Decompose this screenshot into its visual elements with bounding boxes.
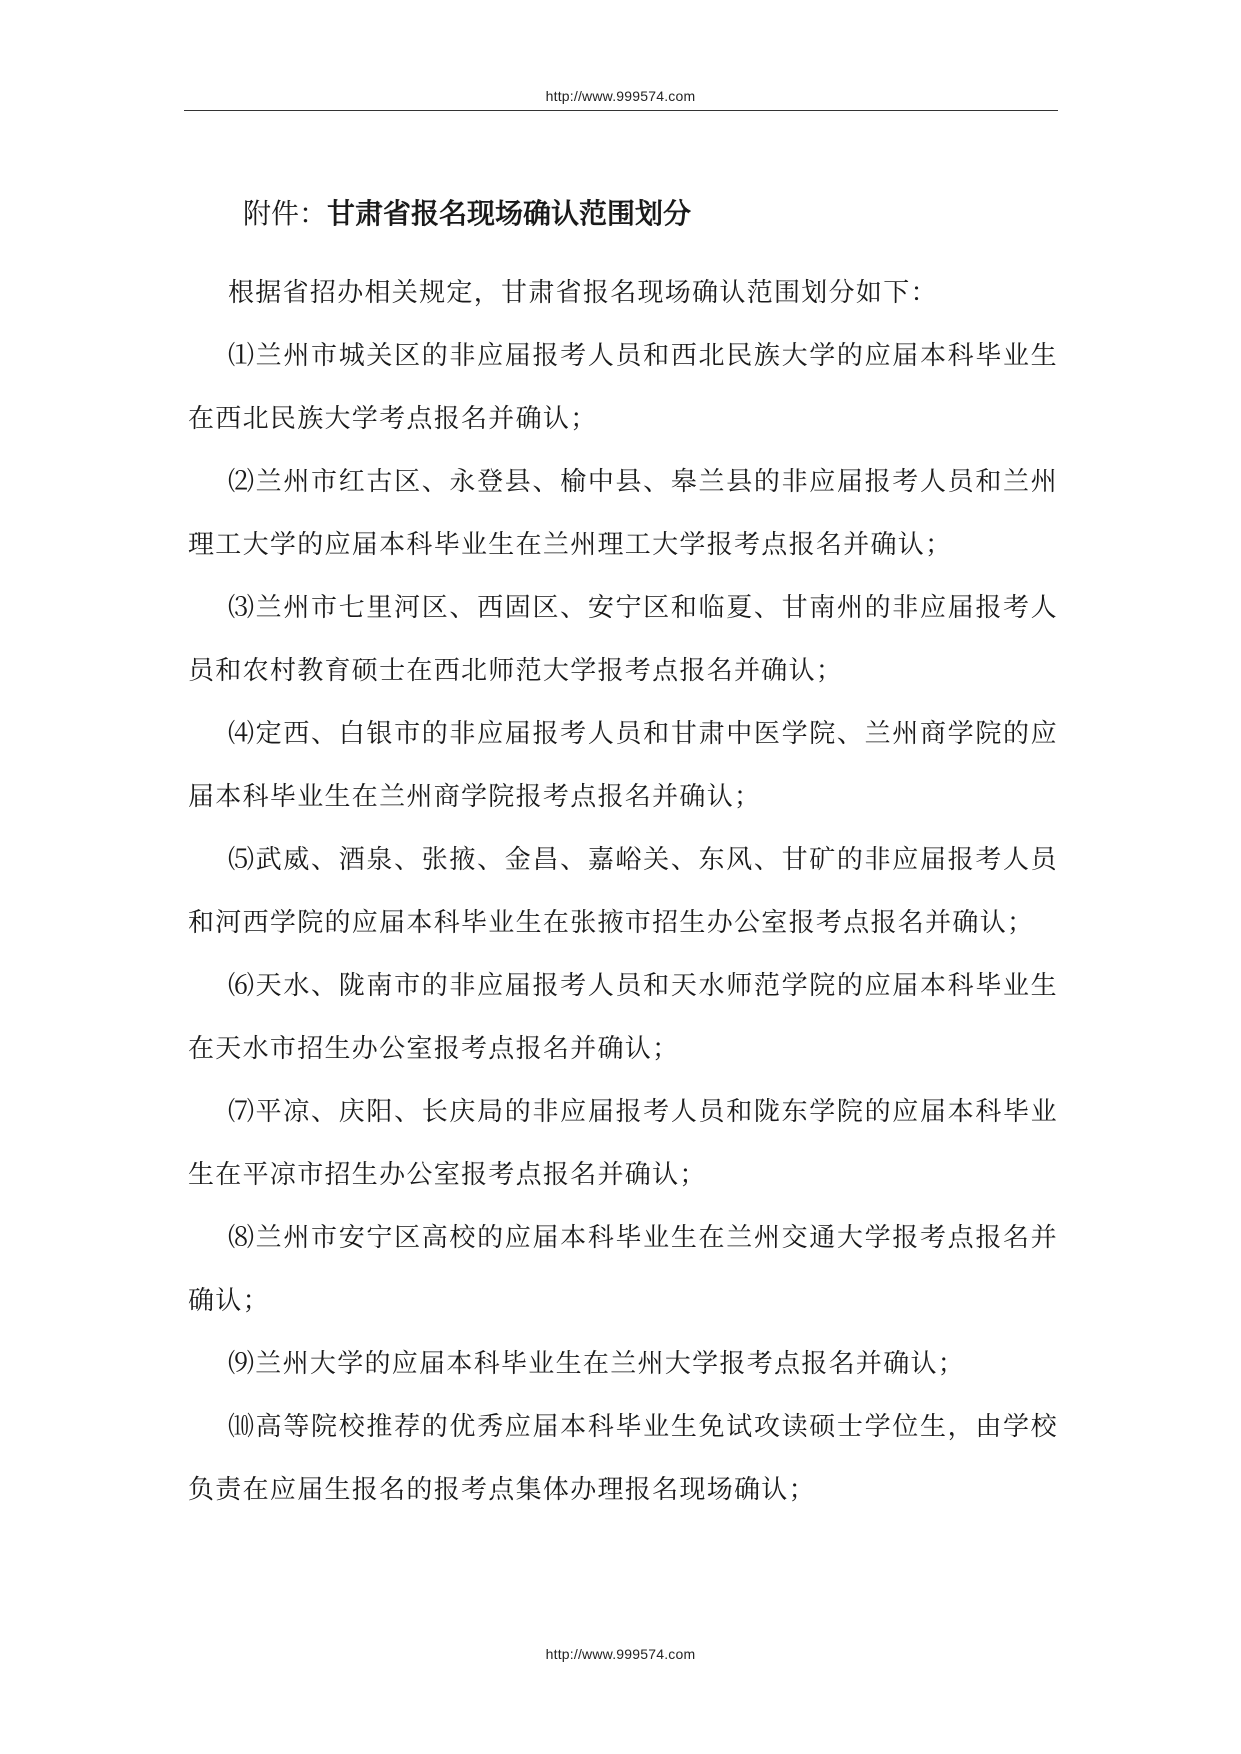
document-title [188,190,1058,238]
list-item: ⑵兰州市红古区、永登县、榆中县、皋兰县的非应届报考人员和兰州理工大学的应届本科毕业生在兰州理工大学报考点报名并确认； [188,467,1058,560]
list-item: ⑺平凉、庆阳、长庆局的非应届报考人员和陇东学院的应届本科毕业生在平凉市招生办公室报考点报名并确认； [188,1097,1058,1190]
header-url: http://www.999574.com [545,88,696,104]
intro-paragraph: 根据省招办相关规定，甘肃省报名现场确认范围划分如下： [228,278,938,308]
list-item: ⑷定西、白银市的非应届报考人员和甘肃中医学院、兰州商学院的应届本科毕业生在兰州商学院报考点报名并确认； [188,719,1058,812]
list-item: ⑼兰州大学的应届本科毕业生在兰州大学报考点报名并确认； [228,1349,966,1379]
list-item: ⑽高等院校推荐的优秀应届本科毕业生免试攻读硕士学位生，由学校负责在应届生报名的报考点集体办理报名现场确认； [188,1412,1058,1505]
title-main: 甘肃省报名现场确认范围划分 [327,197,692,230]
list-item: ⑶兰州市七里河区、西固区、安宁区和临夏、甘南州的非应届报考人员和农村教育硕士在西北师范大学报考点报名并确认； [188,593,1058,686]
header-divider [184,110,1058,111]
document-body [188,190,1058,1522]
footer-url: http://www.999574.com [545,1646,696,1662]
list-item: ⑹天水、陇南市的非应届报考人员和天水师范学院的应届本科毕业生在天水市招生办公室报考点报名并确认； [188,971,1058,1064]
title-prefix: 附件： [243,197,328,230]
list-item: ⑸武威、酒泉、张掖、金昌、嘉峪关、东风、甘矿的非应届报考人员和河西学院的应届本科毕业生在张掖市招生办公室报考点报名并确认； [188,845,1058,938]
list-item: ⑻兰州市安宁区高校的应届本科毕业生在兰州交通大学报考点报名并确认； [188,1223,1058,1316]
list-item: ⑴兰州市城关区的非应届报考人员和西北民族大学的应届本科毕业生在西北民族大学考点报名并确认； [188,341,1058,434]
